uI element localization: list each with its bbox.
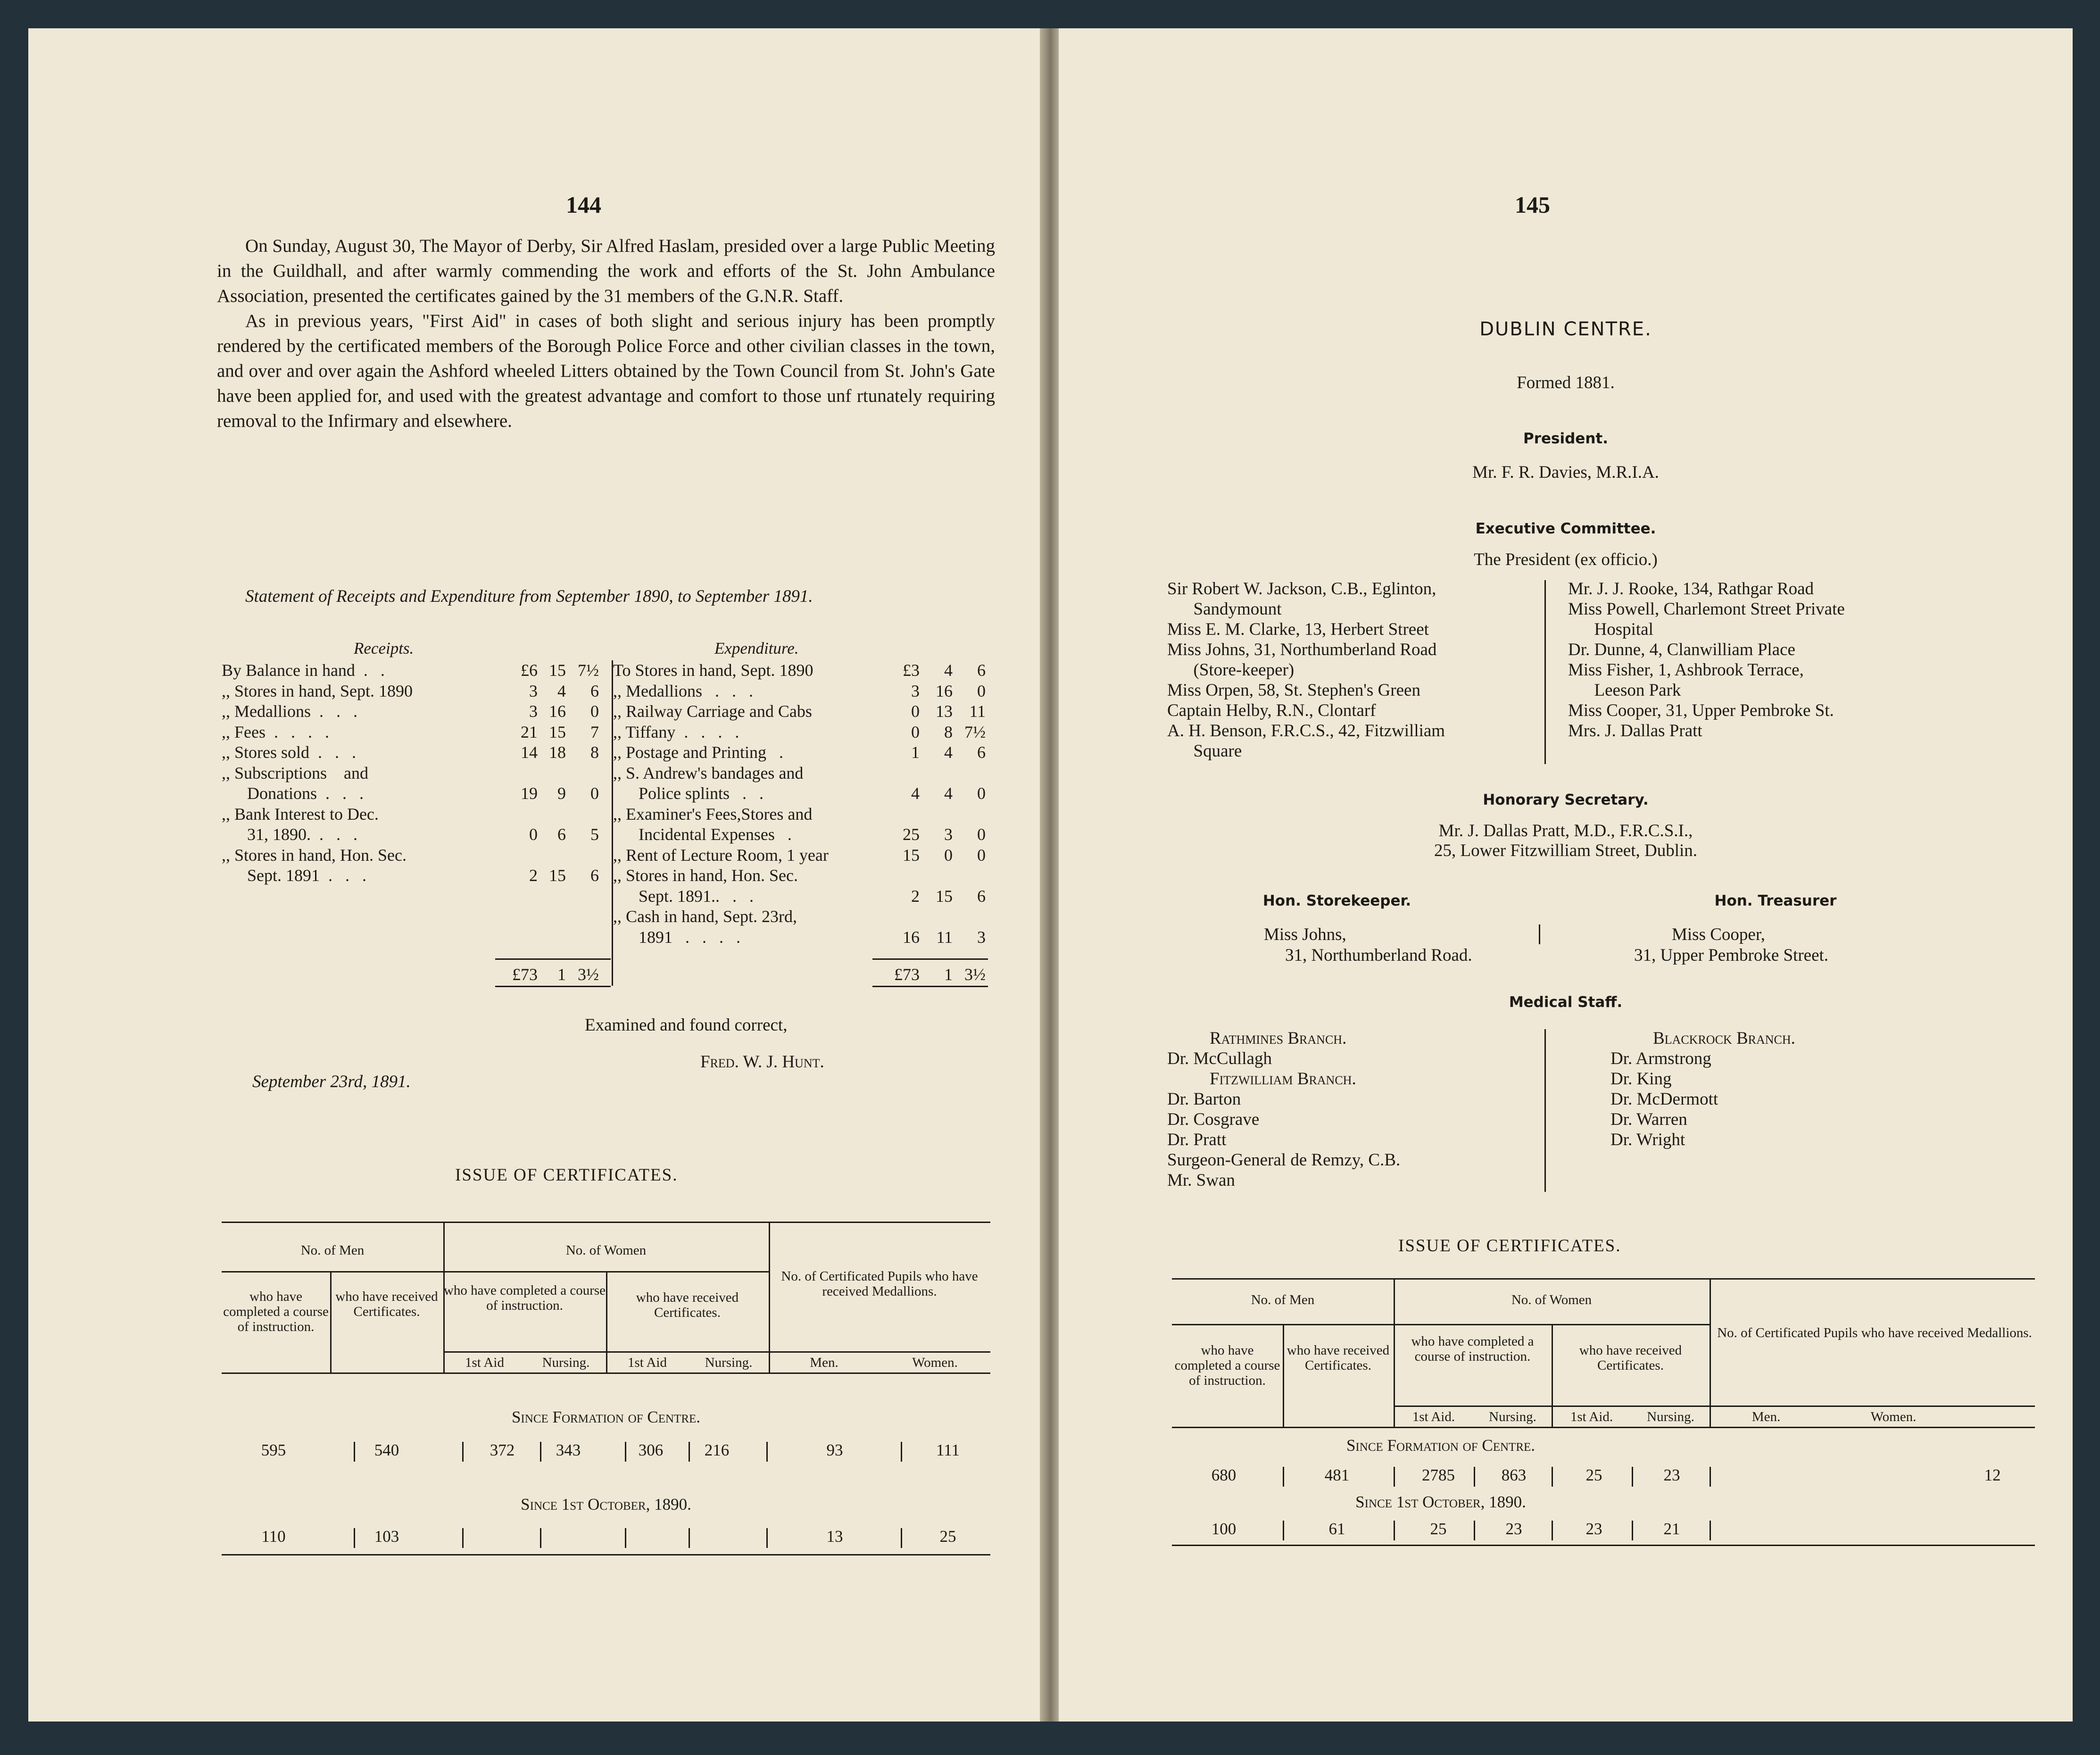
cell-divider [462,1528,464,1548]
list-item: Dr. Pratt [1167,1130,1227,1149]
list-item: Dr. Cosgrave [1167,1110,1260,1129]
list-item: Dr. McCullagh [1167,1049,1272,1068]
table-cell: 23 [1585,1520,1602,1538]
page-number: 145 [1515,191,1550,218]
account-amount: 6 [977,886,986,906]
issue-title: ISSUE OF CERTIFICATES. [1398,1236,1621,1256]
list-item: Miss Fisher, 1, Ashbrook Terrace, [1568,660,1804,680]
cell-divider [354,1528,355,1548]
received-header: who have received Certificates. [335,1289,438,1319]
account-row [613,701,995,722]
medical-list-right [1610,1028,1941,1150]
account-label: Sept. 1891 . . . [222,866,367,885]
table-cell: 25 [1585,1466,1602,1484]
table-cell: 111 [936,1441,960,1459]
table-cell: 93 [826,1441,843,1459]
account-label: Incidental Expenses . [613,825,792,844]
intro-text [217,233,995,433]
account-amount: 4 [944,743,953,762]
receipts-total: £73 1 3½ [512,965,599,984]
received-header: who have received Certificates. [1287,1343,1390,1373]
account-amount: 8 [944,722,953,741]
table-cell: 23 [1505,1520,1522,1538]
table-row [1172,1466,2035,1489]
paragraph: On Sunday, August 30, The Mayor of Derby, Sir Alfred Haslam, presided over a large Public Meeting in the Guildhall, and after warmly commending the work and efforts of the St. John Ambulance Association, presented the certificates gained by the 31 members of the G.N.R. Staff. [217,236,995,306]
cell-divider [1474,1467,1475,1487]
account-row [222,742,611,763]
expenditure-total: £73 1 3½ [894,965,986,984]
cell-divider [1283,1467,1284,1487]
date: September 23rd, 1891. [252,1072,411,1091]
since-october: Since 1st October, 1890. [521,1495,691,1514]
table-cell: 680 [1211,1466,1237,1484]
account-label: 1891 . . . . [613,927,740,947]
list-item: Rathmines Branch. [1210,1029,1347,1048]
list-item: Dr. King [1610,1069,1672,1089]
account-amount: 3 [977,927,986,947]
women-completed-header: who have completed a course of instruction. [443,1283,606,1313]
account-amount: 15 [549,661,566,680]
cell-divider [901,1528,902,1548]
cell-divider [1394,1467,1395,1487]
account-label: By Balance in hand . . [222,661,385,680]
sub-header: 1st Aid. [1570,1409,1613,1424]
account-amount: 9 [557,784,566,803]
table-cell: 23 [1663,1466,1680,1484]
account-label: Police splints . . [613,784,764,803]
account-amount: 11 [969,702,986,721]
account-row [613,681,995,702]
account-amount: 3 [529,681,538,700]
list-item: Blackrock Branch. [1653,1029,1795,1048]
account-label: ,, Fees . . . . [222,722,329,741]
medical-heading: Medical Staff. [1509,994,1623,1011]
table-cell: 103 [374,1527,399,1546]
list-item: Miss Powell, Charlemont Street Private [1568,599,1845,619]
account-amount: 13 [936,702,953,721]
account-amount: 6 [590,866,599,885]
account-amount: 3 [529,702,538,721]
president-heading: President. [1523,430,1608,447]
list-item: Dr. Warren [1610,1110,1687,1129]
account-amount: 2 [529,866,538,885]
account-label: ,, Subscriptions and [222,763,368,782]
account-amount: 7½ [964,722,986,741]
since-october: Since 1st October, 1890. [1355,1493,1526,1511]
account-label: ,, Postage and Printing . [613,743,783,762]
centre-title: DUBLIN CENTRE. [1479,318,1652,340]
cell-divider [354,1442,355,1462]
sub-header: 1st Aid [628,1355,667,1370]
cell-divider [540,1442,541,1462]
table-cell: 2785 [1422,1466,1455,1484]
examined-text: Examined and found correct, [585,1015,788,1035]
list-item: Leeson Park [1568,681,1681,700]
account-label: ,, Cash in hand, Sept. 23rd, [613,907,797,926]
table-cell: 540 [374,1441,399,1459]
medallion-header: No. of Certificated Pupils who have received Medallions. [1717,1325,2032,1340]
sub-header: Men. [1751,1409,1781,1424]
women-received-header: who have received Certificates. [636,1290,739,1320]
account-amount: 8 [590,743,599,762]
cell-divider [766,1528,768,1548]
table-cell: 863 [1501,1466,1527,1484]
account-label: Donations . . . [222,784,364,803]
account-label: ,, Stores in hand, Hon. Sec. [222,845,407,865]
table-row [222,1527,990,1551]
account-amount: 6 [977,661,986,680]
total-rule [495,986,611,987]
list-item: Dr. Wright [1610,1130,1685,1149]
account-amount: 0 [977,845,986,865]
cell-divider [689,1442,690,1462]
account-row [613,722,995,743]
total-rule [872,986,988,987]
account-amount: 18 [549,743,566,762]
receipts-column [222,660,611,906]
account-row [222,681,611,702]
list-item: Dr. McDermott [1610,1090,1718,1109]
account-row [613,886,995,907]
president-name: Mr. F. R. Davies, M.R.I.A. [1472,463,1659,482]
paragraph: As in previous years, "First Aid" in cases of both slight and serious injury has been promptly rendered by the certificated members of the Borough Police Force and other civilian classes in the town, and over and over again the Ashford wheeled Litters obtained by the Town Council from St. John's Gate have been applied for, and used with the greatest advantage and comfort to those unf rtunately requiring removal to the Infirmary and elsewhere. [217,311,995,431]
cell-divider [1710,1467,1711,1487]
table-cell: 25 [939,1527,956,1546]
account-row [613,907,995,927]
account-label: ,, Rent of Lecture Room, 1 year [613,845,829,865]
receipts-heading: Receipts. [354,639,414,657]
account-amount: 4 [557,681,566,700]
table-row [1172,1520,2035,1543]
table-cell: 306 [638,1441,664,1459]
cell-divider [1394,1521,1395,1540]
account-label: ,, Examiner's Fees,Stores and [613,804,813,823]
exec-heading: Executive Committee. [1475,520,1656,537]
account-row [222,660,611,681]
cell-divider [689,1528,690,1548]
account-label: Sept. 1891.. . . [613,886,754,906]
account-amount: 0 [977,784,986,803]
exec-president: The President (ex officio.) [1474,550,1658,569]
account-row [222,804,611,825]
account-row [613,845,995,866]
account-amount: £6 [521,661,538,680]
account-amount: 19 [521,784,538,803]
list-item: Miss Johns, 31, Northumberland Road [1167,640,1437,659]
account-amount: 16 [903,927,920,947]
table-cell: 13 [826,1527,843,1546]
account-amount: 16 [936,681,953,700]
sub-header: Nursing. [542,1355,590,1370]
expenditure-heading: Expenditure. [714,639,799,657]
sub-header: Nursing. [705,1355,753,1370]
account-amount: 0 [911,702,920,721]
hon-sec-heading: Honorary Secretary. [1483,791,1649,808]
account-row [613,865,995,886]
account-amount: 3 [944,825,953,844]
account-amount: 0 [911,722,920,741]
statement-title: Statement of Receipts and Expenditure from September 1890, to September 1891. [245,587,813,606]
account-row [222,763,611,784]
hon-sec-address: 25, Lower Fitzwilliam Street, Dublin. [1434,841,1697,860]
formed-date: Formed 1881. [1517,373,1615,392]
sub-header: 1st Aid [465,1355,504,1370]
account-label: To Stores in hand, Sept. 1890 [613,661,813,680]
table-cell: 595 [261,1441,286,1459]
account-amount: 25 [903,825,920,844]
cell-divider [462,1442,464,1462]
account-amount: 15 [549,722,566,741]
cell-divider [1552,1467,1553,1487]
since-formation: Since Formation of Centre. [511,1408,701,1426]
committee-list-left [1167,579,1559,761]
storekeeper-address: 31, Northumberland Road. [1285,946,1472,965]
account-amount: 0 [529,825,538,844]
men-header: No. of Men [300,1243,365,1258]
account-row [613,763,995,784]
account-row [222,722,611,743]
account-row [613,660,995,681]
cell-divider [1710,1521,1711,1540]
list-item: Surgeon-General de Remzy, C.B. [1167,1150,1401,1170]
women-header: No. of Women [1511,1292,1592,1307]
account-amount: 7½ [578,661,599,680]
certificates-table-left [222,1222,990,1561]
right-page [1059,28,2073,1722]
signature: Fred. W. J. Hunt. [700,1052,824,1072]
account-row [222,701,611,722]
list-item: Miss Cooper, 31, Upper Pembroke St. [1568,701,1834,720]
account-row [613,804,995,825]
list-item: Sir Robert W. Jackson, C.B., Eglinton, [1167,579,1436,599]
account-label: ,, Railway Carriage and Cabs [613,702,812,721]
account-label: ,, Stores in hand, Sept. 1890 [222,681,413,700]
table-cell: 372 [490,1441,515,1459]
cell-divider [1552,1521,1553,1540]
account-amount: 21 [521,722,538,741]
account-amount: 2 [911,886,920,906]
cell-divider [1632,1521,1633,1540]
committee-list-right [1568,579,2040,741]
cell-divider [1283,1521,1284,1540]
account-label: ,, Stores sold . . . [222,743,357,762]
men-header: No. of Men [1251,1292,1315,1307]
sub-header: Men. [810,1355,838,1370]
account-amount: £3 [903,661,920,680]
completed-header: who have completed a course of instruction. [1174,1343,1280,1388]
cell-divider [625,1442,626,1462]
account-row [222,845,611,866]
list-item: (Store-keeper) [1167,660,1295,680]
account-amount: 1 [911,743,920,762]
account-amount: 15 [549,866,566,885]
storekeeper-name: Miss Johns, [1264,925,1346,944]
account-label: ,, Tiffany . . . . [613,722,739,741]
table-cell: 21 [1663,1520,1680,1538]
account-label: ,, Stores in hand, Hon. Sec. [613,866,798,885]
account-row [613,742,995,763]
account-amount: 6 [557,825,566,844]
left-page [28,28,1042,1722]
account-amount: 15 [936,886,953,906]
medallion-header: No. of Certificated Pupils who have received Medallions. [781,1269,978,1299]
account-label: ,, S. Andrew's bandages and [613,763,804,782]
cell-divider [540,1528,541,1548]
account-row [613,927,995,948]
treasurer-heading: Hon. Treasurer [1714,892,1837,909]
cell-divider [766,1442,768,1462]
table-cell: 61 [1328,1520,1345,1538]
issue-title: ISSUE OF CERTIFICATES. [455,1165,678,1185]
list-item: A. H. Benson, F.R.C.S., 42, Fitzwilliam [1167,721,1445,740]
account-amount: 11 [936,927,953,947]
list-item: Mrs. J. Dallas Pratt [1568,721,1702,740]
list-item: Miss E. M. Clarke, 13, Herbert Street [1167,620,1429,639]
account-amount: 7 [590,722,599,741]
account-amount: 3 [911,681,920,700]
cell-divider [1474,1521,1475,1540]
treasurer-address: 31, Upper Pembroke Street. [1634,946,1829,965]
account-label: ,, Medallions . . . [613,681,753,700]
women-header: No. of Women [565,1243,647,1258]
account-amount: 4 [944,784,953,803]
list-item: Mr. J. J. Rooke, 134, Rathgar Road [1568,579,1814,599]
list-item: Sandymount [1167,599,1282,619]
list-item: Captain Helby, R.N., Clontarf [1167,701,1376,720]
since-formation: Since Formation of Centre. [1346,1436,1536,1455]
total-rule [872,958,988,960]
book-gutter [1040,28,1061,1722]
account-amount: 16 [549,702,566,721]
total-rule [495,958,611,960]
list-item: Dr. Dunne, 4, Clanwilliam Place [1568,640,1795,659]
table-cell: 25 [1430,1520,1447,1538]
list-item: Dr. Armstrong [1610,1049,1711,1068]
account-amount: 14 [521,743,538,762]
table-cell: 100 [1211,1520,1237,1538]
women-received-header: who have received Certificates. [1579,1343,1682,1373]
table-row [222,1441,990,1464]
cell-divider [625,1528,626,1548]
account-amount: 0 [944,845,953,865]
women-completed-header: who have completed a course of instruction. [1411,1334,1534,1364]
treasurer-name: Miss Cooper, [1672,925,1765,944]
certificates-table-right [1172,1278,2035,1556]
account-amount: 6 [977,743,986,762]
list-item: Fitzwilliam Branch. [1210,1069,1356,1089]
account-amount: 15 [903,845,920,865]
account-label: ,, Bank Interest to Dec. [222,804,379,823]
account-row [222,865,611,886]
cell-divider [901,1442,902,1462]
list-item: Hospital [1568,620,1653,639]
medical-list-left [1167,1028,1535,1190]
list-item: Dr. Barton [1167,1090,1241,1109]
sub-header: Nursing. [1647,1409,1694,1424]
page-number: 144 [566,191,601,218]
account-row [613,783,995,804]
account-amount: 0 [590,784,599,803]
table-cell: 481 [1324,1466,1350,1484]
table-cell: 216 [704,1441,730,1459]
table-cell: 12 [1984,1466,2001,1484]
hon-sec-line: Mr. J. Dallas Pratt, M.D., F.R.C.S.I., [1438,821,1693,840]
account-label: 31, 1890. . . . [222,825,357,844]
list-item: Miss Orpen, 58, St. Stephen's Green [1167,681,1420,700]
sub-header: Nursing. [1489,1409,1536,1424]
list-item: Square [1167,741,1242,761]
table-cell: 343 [556,1441,581,1459]
account-label: ,, Medallions . . . [222,702,357,721]
completed-header: who have completed a course of instruction. [223,1289,329,1334]
sub-header: 1st Aid. [1412,1409,1455,1424]
account-amount: 4 [911,784,920,803]
storekeeper-heading: Hon. Storekeeper. [1262,892,1411,909]
account-amount: 5 [590,825,599,844]
account-row [222,824,611,845]
table-cell: 110 [261,1527,286,1546]
account-row [222,783,611,804]
sub-header: Women. [1870,1409,1917,1424]
account-amount: 0 [590,702,599,721]
cell-divider [1632,1467,1633,1487]
account-row [613,824,995,845]
expenditure-column [613,660,995,962]
account-amount: 6 [590,681,599,700]
account-amount: 0 [977,825,986,844]
list-item: Mr. Swan [1167,1171,1235,1190]
account-amount: 4 [944,661,953,680]
account-amount: 0 [977,681,986,700]
sub-header: Women. [912,1355,958,1370]
